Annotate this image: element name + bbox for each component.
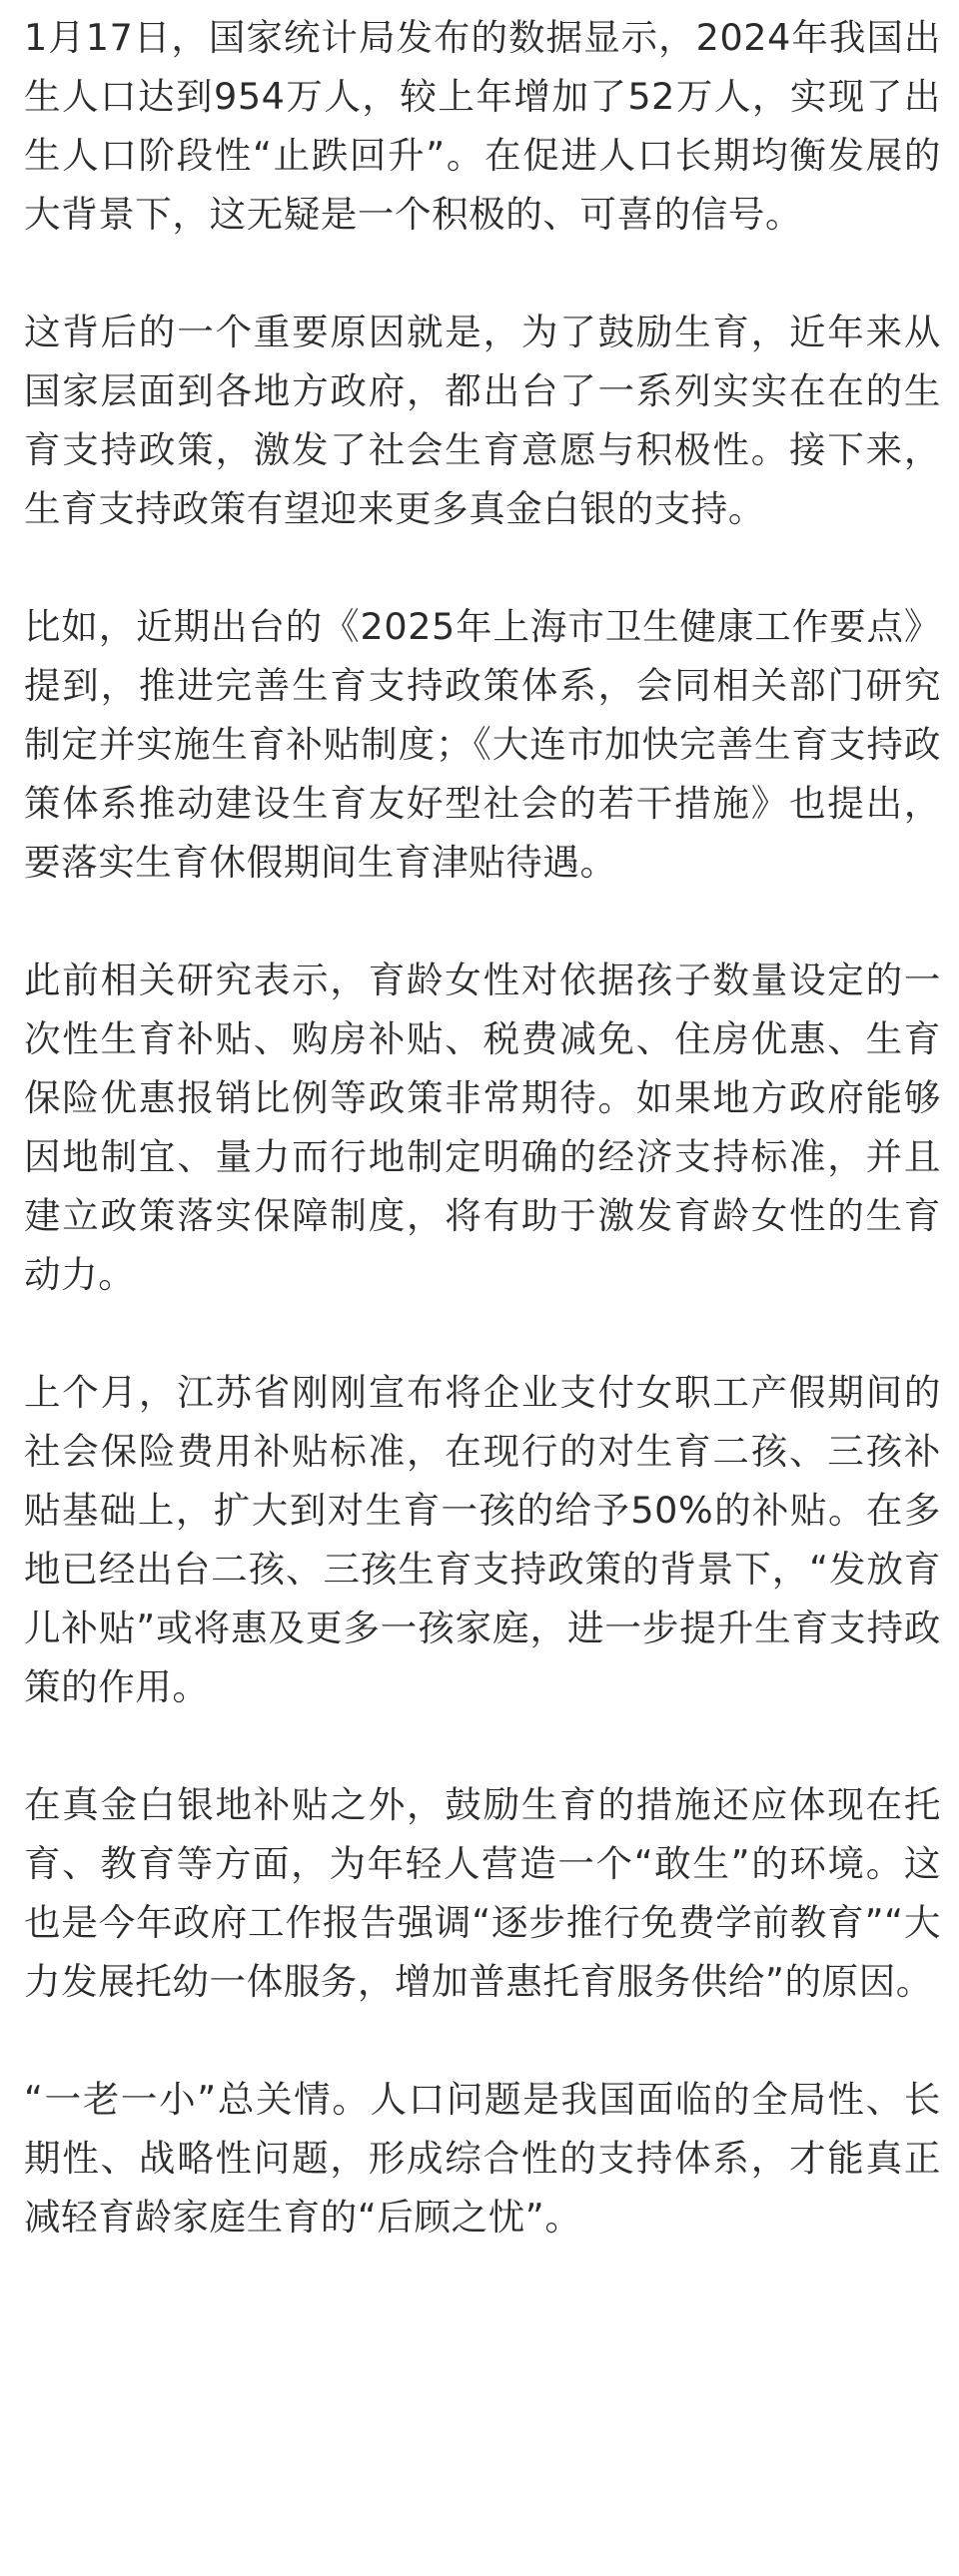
paragraph-5: 上个月，江苏省刚刚宣布将企业支付女职工产假期间的社会保险费用补贴标准，在现行的对生育二孩、三孩补贴基础上，扩大到对生育一孩的给予50%的补贴。在多地已经出台二孩、三孩生育支持政策的背景下，“发放育儿补贴”或将惠及更多一孩家庭，进一步提升生育支持政策的作用。 xyxy=(24,1371,941,1708)
paragraph-3: 比如，近期出台的《2025年上海市卫生健康工作要点》提到，推进完善生育支持政策体系，会同相关部门研究制定并实施生育补贴制度；《大连市加快完善生育支持政策体系推动建设生育友好型社会的若干措施》也提出，要落实生育休假期间生育津贴待遇。 xyxy=(24,605,941,884)
paragraph-7: “一老一小”总关情。人口问题是我国面临的全局性、长期性、战略性问题，形成综合性的支持体系，才能真正减轻育龄家庭生育的“后顾之忧”。 xyxy=(24,2078,941,2239)
paragraph-4: 此前相关研究表示，育龄女性对依据孩子数量设定的一次性生育补贴、购房补贴、税费减免、住房优惠、生育保险优惠报销比例等政策非常期待。如果地方政府能够因地制宜、量力而行地制定明确的经济支持标准，并且建立政策落实保障制度，将有助于激发育龄女性的生育动力。 xyxy=(24,959,941,1296)
paragraph-1: 1月17日，国家统计局发布的数据显示，2024年我国出生人口达到954万人，较上年增加了52万人，实现了出生人口阶段性“止跌回升”。在促进人口长期均衡发展的大背景下，这无疑是一个积极的、可喜的信号。 xyxy=(24,16,941,236)
paragraph-2: 这背后的一个重要原因就是，为了鼓励生育，近年来从国家层面到各地方政府，都出台了一系列实实在在的生育支持政策，激发了社会生育意愿与积极性。接下来，生育支持政策有望迎来更多真金白银的支持。 xyxy=(24,311,941,530)
paragraph-6: 在真金白银地补贴之外，鼓励生育的措施还应体现在托育、教育等方面，为年轻人营造一个“敢生”的环境。这也是今年政府工作报告强调“逐步推行免费学前教育”“大力发展托幼一体服务，增加普惠托育服务供给”的原因。 xyxy=(24,1783,941,2003)
